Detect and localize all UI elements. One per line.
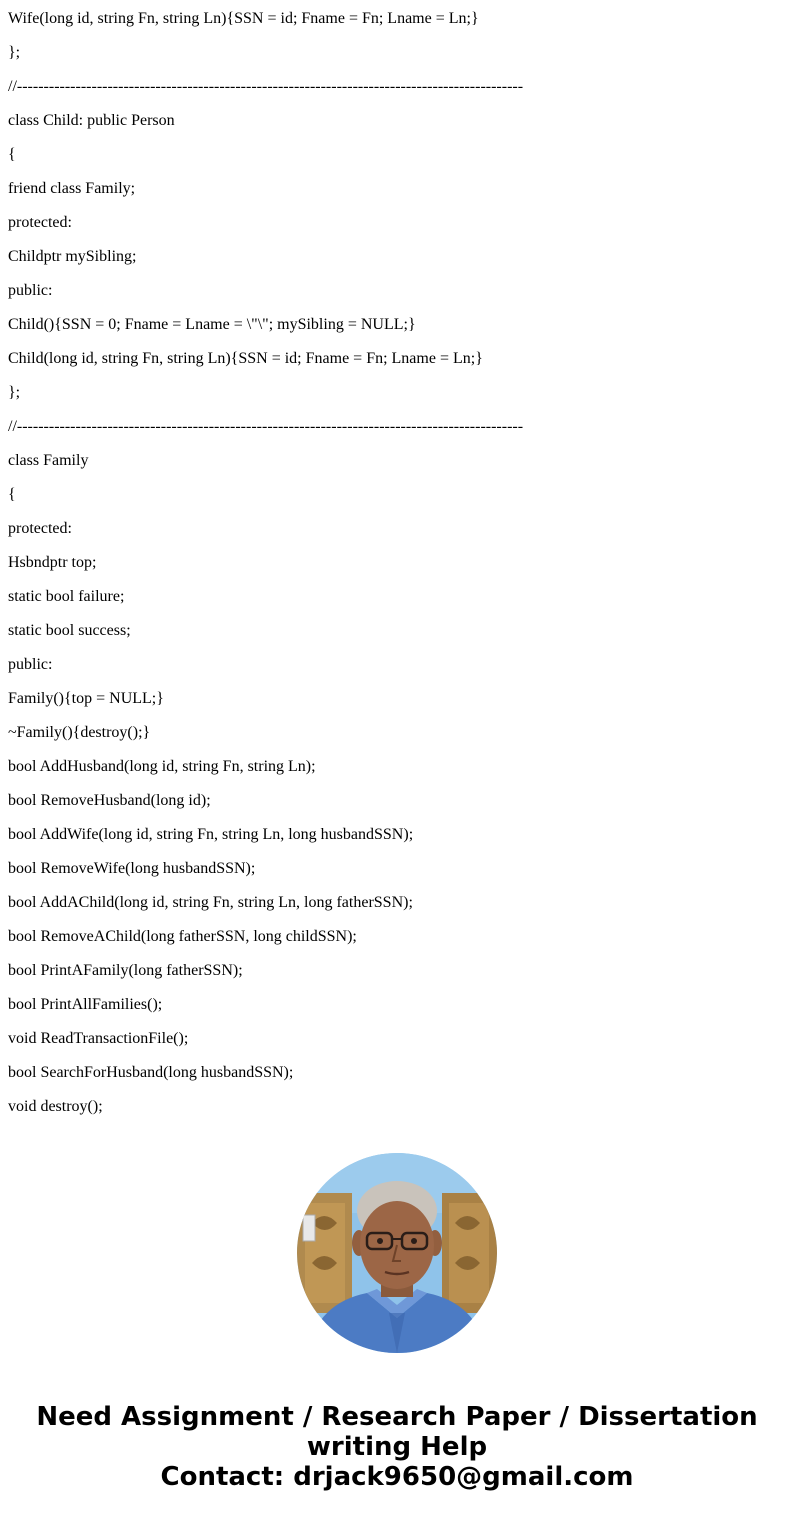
promo-line-1: Need Assignment / Research Paper / Dissertation — [36, 1402, 758, 1432]
code-line: bool RemoveWife(long husbandSSN); — [8, 860, 256, 877]
code-line: { — [8, 146, 16, 163]
code-line: bool AddAChild(long id, string Fn, string Ln, long fatherSSN); — [8, 894, 413, 911]
code-line: //----------------------------------------------------------------------------------------------- — [8, 418, 524, 435]
contact-promo — [0, 1402, 794, 1492]
code-line: protected: — [8, 214, 72, 231]
promo-line-2: writing Help — [306, 1432, 488, 1462]
code-line: void destroy(); — [8, 1098, 103, 1115]
code-line: Hsbndptr top; — [8, 554, 97, 571]
code-line: Family(){top = NULL;} — [8, 690, 164, 707]
code-line: ~Family(){destroy();} — [8, 724, 151, 741]
code-line: }; — [8, 44, 21, 61]
code-line: { — [8, 486, 16, 503]
author-photo — [297, 1153, 497, 1353]
code-line: void ReadTransactionFile(); — [8, 1030, 189, 1047]
code-line: protected: — [8, 520, 72, 537]
code-line: bool RemoveHusband(long id); — [8, 792, 211, 809]
code-line: static bool success; — [8, 622, 131, 639]
code-line: bool RemoveAChild(long fatherSSN, long childSSN); — [8, 928, 357, 945]
promo-contact-line: Contact: drjack9650@gmail.com — [160, 1462, 634, 1492]
code-line: public: — [8, 282, 53, 299]
code-line: bool PrintAFamily(long fatherSSN); — [8, 962, 243, 979]
code-line: Child(long id, string Fn, string Ln){SSN = id; Fname = Fn; Lname = Ln;} — [8, 350, 483, 367]
code-line: static bool failure; — [8, 588, 125, 605]
code-line: bool AddHusband(long id, string Fn, string Ln); — [8, 758, 316, 775]
code-line: Wife(long id, string Fn, string Ln){SSN = id; Fname = Fn; Lname = Ln;} — [8, 10, 479, 27]
code-line: friend class Family; — [8, 180, 136, 197]
code-line: bool SearchForHusband(long husbandSSN); — [8, 1064, 294, 1081]
code-line: public: — [8, 656, 53, 673]
code-line: Childptr mySibling; — [8, 248, 137, 265]
code-line: bool AddWife(long id, string Fn, string Ln, long husbandSSN); — [8, 826, 414, 843]
code-line: class Family — [8, 452, 89, 469]
code-line: //----------------------------------------------------------------------------------------------- — [8, 78, 524, 95]
code-line: }; — [8, 384, 21, 401]
code-line: class Child: public Person — [8, 112, 175, 129]
code-line: bool PrintAllFamilies(); — [8, 996, 163, 1013]
code-listing — [8, 6, 788, 1128]
code-line: Child(){SSN = 0; Fname = Lname = \"\"; mySibling = NULL;} — [8, 316, 416, 333]
